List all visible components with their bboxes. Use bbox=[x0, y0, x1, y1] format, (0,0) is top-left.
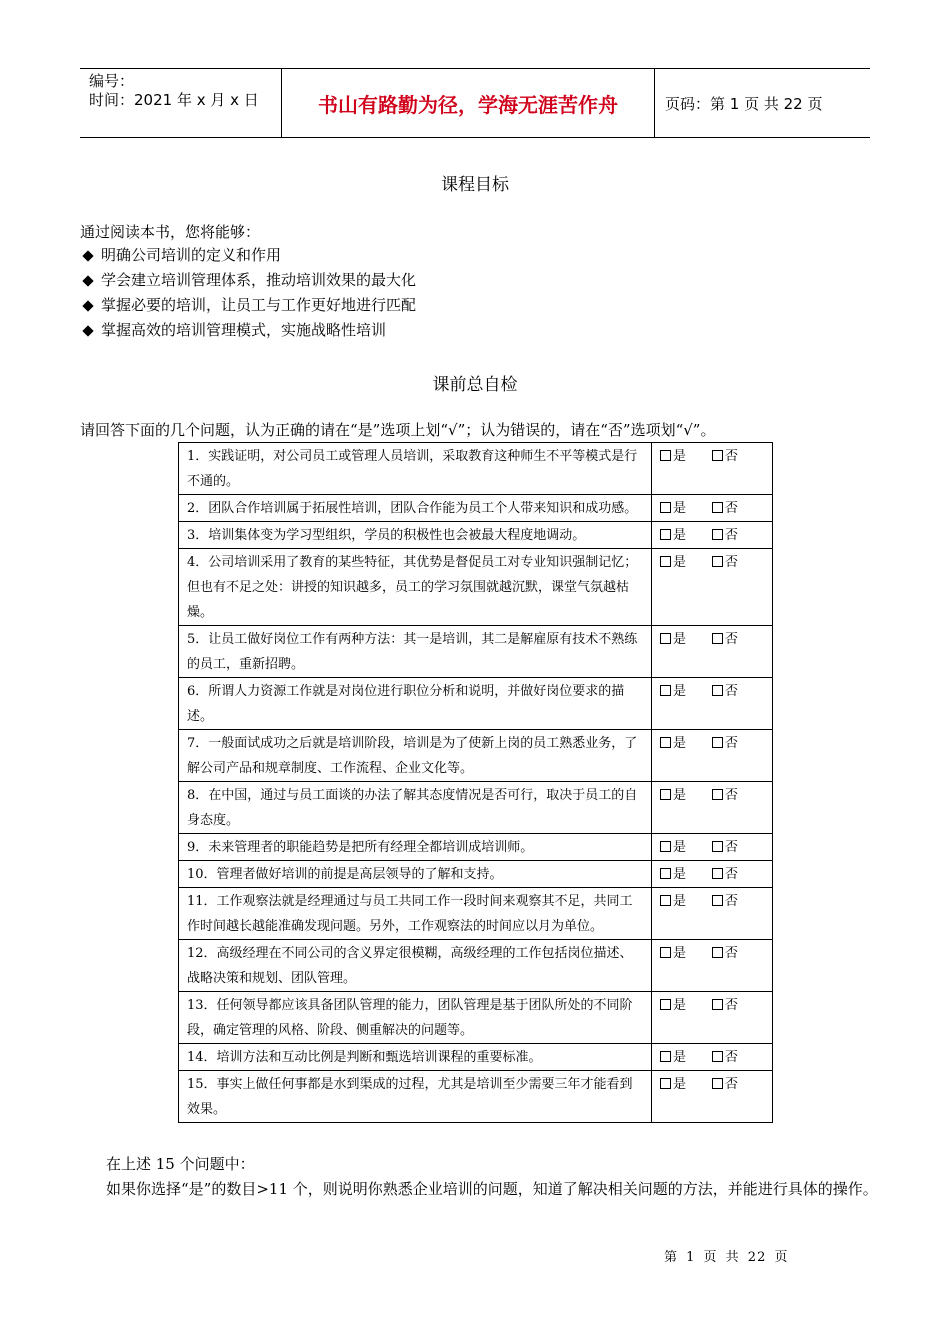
no-option[interactable] bbox=[712, 501, 738, 516]
list-item bbox=[80, 243, 416, 268]
question-text: 10．管理者做好培训的前提是高层领导的了解和支持。 bbox=[179, 861, 652, 888]
no-option[interactable] bbox=[712, 1077, 738, 1092]
course-goals-intro: 通过阅读本书，您将能够： bbox=[80, 223, 261, 241]
checkbox-icon[interactable] bbox=[660, 737, 671, 748]
yes-option[interactable] bbox=[660, 736, 686, 751]
yes-label: 是 bbox=[673, 736, 687, 751]
yes-label: 是 bbox=[673, 632, 687, 647]
checkbox-icon[interactable] bbox=[660, 868, 671, 879]
checkbox-icon[interactable] bbox=[660, 529, 671, 540]
yes-label: 是 bbox=[673, 1050, 687, 1065]
checkbox-icon[interactable] bbox=[712, 737, 723, 748]
list-item bbox=[80, 293, 416, 318]
self-check-instruction: 请回答下面的几个问题，认为正确的请在“是”选项上划“√”；认为错误的，请在“否”选项划“√”。 bbox=[80, 421, 716, 439]
checkbox-icon[interactable] bbox=[660, 1078, 671, 1089]
checkbox-icon[interactable] bbox=[712, 789, 723, 800]
yes-option[interactable] bbox=[660, 528, 686, 543]
no-option[interactable] bbox=[712, 449, 738, 464]
question-text: 13．任何领导都应该具备团队管理的能力，团队管理是基于团队所处的不同阶段，确定管理的风格、阶段、侧重解决的问题等。 bbox=[179, 992, 652, 1044]
checkbox-icon[interactable] bbox=[660, 947, 671, 958]
no-label: 否 bbox=[725, 632, 739, 647]
table-row bbox=[179, 834, 773, 861]
page-number: 第 1 页 共 22 页 bbox=[664, 1250, 789, 1265]
yes-label: 是 bbox=[673, 449, 687, 464]
checkbox-icon[interactable] bbox=[660, 685, 671, 696]
question-text: 3．培训集体变为学习型组织，学员的积极性也会被最大程度地调动。 bbox=[179, 522, 652, 549]
list-item bbox=[80, 318, 416, 343]
no-option[interactable] bbox=[712, 998, 738, 1013]
diamond-bullet-icon bbox=[82, 325, 93, 336]
answer-options bbox=[652, 992, 773, 1044]
no-option[interactable] bbox=[712, 1050, 738, 1065]
goal-text: 明确公司培训的定义和作用 bbox=[101, 246, 282, 264]
table-row bbox=[179, 1071, 773, 1123]
no-label: 否 bbox=[725, 998, 739, 1013]
answer-options bbox=[652, 678, 773, 730]
checkbox-icon[interactable] bbox=[712, 868, 723, 879]
yes-label: 是 bbox=[673, 501, 687, 516]
question-text: 6．所谓人力资源工作就是对岗位进行职位分析和说明，并做好岗位要求的描述。 bbox=[179, 678, 652, 730]
yes-option[interactable] bbox=[660, 1050, 686, 1065]
checkbox-icon[interactable] bbox=[660, 895, 671, 906]
yes-label: 是 bbox=[673, 840, 687, 855]
question-text: 9．未来管理者的职能趋势是把所有经理全都培训成培训师。 bbox=[179, 834, 652, 861]
no-label: 否 bbox=[725, 1077, 739, 1092]
checkbox-icon[interactable] bbox=[660, 1051, 671, 1062]
yes-option[interactable] bbox=[660, 840, 686, 855]
yes-label: 是 bbox=[673, 528, 687, 543]
answer-options bbox=[652, 861, 773, 888]
header-meta bbox=[80, 69, 282, 137]
yes-option[interactable] bbox=[660, 632, 686, 647]
answer-options bbox=[652, 888, 773, 940]
goal-text: 掌握必要的培训，让员工与工作更好地进行匹配 bbox=[101, 296, 417, 314]
yes-label: 是 bbox=[673, 894, 687, 909]
no-label: 否 bbox=[725, 840, 739, 855]
answer-options bbox=[652, 730, 773, 782]
answer-options bbox=[652, 443, 773, 495]
table-row bbox=[179, 861, 773, 888]
checkbox-icon[interactable] bbox=[712, 999, 723, 1010]
question-text: 2．团队合作培训属于拓展性培训，团队合作能为员工个人带来知识和成功感。 bbox=[179, 495, 652, 522]
checkbox-icon[interactable] bbox=[712, 841, 723, 852]
checkbox-icon[interactable] bbox=[660, 789, 671, 800]
answer-options bbox=[652, 782, 773, 834]
no-option[interactable] bbox=[712, 840, 738, 855]
checkbox-icon[interactable] bbox=[712, 633, 723, 644]
diamond-bullet-icon bbox=[82, 300, 93, 311]
yes-label: 是 bbox=[673, 555, 687, 570]
no-option[interactable] bbox=[712, 736, 738, 751]
yes-option[interactable] bbox=[660, 684, 686, 699]
table-row bbox=[179, 940, 773, 992]
question-text: 4．公司培训采用了教育的某些特征，其优势是督促员工对专业知识强制记忆；但也有不足之处：讲授的知识越多，员工的学习氛围就越沉默，课堂气氛越枯燥。 bbox=[179, 549, 652, 626]
no-option[interactable] bbox=[712, 788, 738, 803]
conclusion-line-2: 如果你选择“是”的数目>11 个，则说明你熟悉企业培训的问题，知道了解决相关问题的方法，并能进行具体的操作。 bbox=[106, 1180, 878, 1198]
no-option[interactable] bbox=[712, 894, 738, 909]
question-text: 8．在中国，通过与员工面谈的办法了解其态度情况是否可行，取决于员工的自身态度。 bbox=[179, 782, 652, 834]
answer-options bbox=[652, 522, 773, 549]
no-label: 否 bbox=[725, 501, 739, 516]
header-page-label: 页码：第 1 页 共 22 页 bbox=[665, 94, 823, 113]
table-row bbox=[179, 626, 773, 678]
course-goals-title: 课程目标 bbox=[441, 175, 509, 195]
table-row bbox=[179, 678, 773, 730]
question-text: 7．一般面试成功之后就是培训阶段，培训是为了使新上岗的员工熟悉业务，了解公司产品和规章制度、工作流程、企业文化等。 bbox=[179, 730, 652, 782]
no-option[interactable] bbox=[712, 632, 738, 647]
yes-option[interactable] bbox=[660, 449, 686, 464]
checkbox-icon[interactable] bbox=[712, 947, 723, 958]
list-item bbox=[80, 268, 416, 293]
table-row bbox=[179, 443, 773, 495]
no-option[interactable] bbox=[712, 528, 738, 543]
no-label: 否 bbox=[725, 555, 739, 570]
no-option[interactable] bbox=[712, 555, 738, 570]
question-text: 12．高级经理在不同公司的含义界定很模糊，高级经理的工作包括岗位描述、战略决策和规划、团队管理。 bbox=[179, 940, 652, 992]
yes-label: 是 bbox=[673, 1077, 687, 1092]
table-row bbox=[179, 549, 773, 626]
conclusion-line-1: 在上述 15 个问题中： bbox=[106, 1155, 255, 1173]
yes-option[interactable] bbox=[660, 946, 686, 961]
answer-options bbox=[652, 1071, 773, 1123]
answer-options bbox=[652, 834, 773, 861]
question-text: 15．事实上做任何事都是水到渠成的过程，尤其是培训至少需要三年才能看到效果。 bbox=[179, 1071, 652, 1123]
no-label: 否 bbox=[725, 894, 739, 909]
self-check-title: 课前总自检 bbox=[432, 375, 518, 395]
yes-option[interactable] bbox=[660, 894, 686, 909]
no-option[interactable] bbox=[712, 867, 738, 882]
yes-option[interactable] bbox=[660, 501, 686, 516]
checkbox-icon[interactable] bbox=[712, 685, 723, 696]
table-row bbox=[179, 1044, 773, 1071]
no-label: 否 bbox=[725, 867, 739, 882]
header-motto: 书山有路勤为径，学海无涯苦作舟 bbox=[282, 69, 655, 137]
self-check-table bbox=[178, 442, 773, 1123]
yes-option[interactable] bbox=[660, 998, 686, 1013]
yes-label: 是 bbox=[673, 946, 687, 961]
checkbox-icon[interactable] bbox=[712, 1051, 723, 1062]
table-row bbox=[179, 730, 773, 782]
checkbox-icon[interactable] bbox=[712, 450, 723, 461]
yes-label: 是 bbox=[673, 684, 687, 699]
checkbox-icon[interactable] bbox=[712, 502, 723, 513]
checkbox-icon[interactable] bbox=[660, 450, 671, 461]
answer-options bbox=[652, 1044, 773, 1071]
yes-option[interactable] bbox=[660, 788, 686, 803]
no-label: 否 bbox=[725, 788, 739, 803]
goal-text: 掌握高效的培训管理模式，实施战略性培训 bbox=[101, 321, 387, 339]
yes-label: 是 bbox=[673, 788, 687, 803]
yes-label: 是 bbox=[673, 998, 687, 1013]
question-text: 5．让员工做好岗位工作有两种方法：其一是培训，其二是解雇原有技术不熟练的员工，重新招聘。 bbox=[179, 626, 652, 678]
question-text: 1．实践证明，对公司员工或管理人员培训，采取教育这种师生不平等模式是行不通的。 bbox=[179, 443, 652, 495]
checkbox-icon[interactable] bbox=[712, 1078, 723, 1089]
checkbox-icon[interactable] bbox=[660, 556, 671, 567]
yes-option[interactable] bbox=[660, 555, 686, 570]
checkbox-icon[interactable] bbox=[712, 895, 723, 906]
no-option[interactable] bbox=[712, 684, 738, 699]
answer-options bbox=[652, 940, 773, 992]
table-row bbox=[179, 495, 773, 522]
question-text: 11．工作观察法就是经理通过与员工共同工作一段时间来观察其不足，共同工作时间越长越能准确发现问题。另外，工作观察法的时间应以月为单位。 bbox=[179, 888, 652, 940]
answer-options bbox=[652, 549, 773, 626]
no-label: 否 bbox=[725, 1050, 739, 1065]
header-number-label: 编号： bbox=[89, 72, 135, 90]
checkbox-icon[interactable] bbox=[712, 529, 723, 540]
diamond-bullet-icon bbox=[82, 250, 93, 261]
goal-text: 学会建立培训管理体系，推动培训效果的最大化 bbox=[101, 271, 417, 289]
table-row bbox=[179, 888, 773, 940]
no-label: 否 bbox=[725, 528, 739, 543]
yes-label: 是 bbox=[673, 867, 687, 882]
table-row bbox=[179, 992, 773, 1044]
yes-option[interactable] bbox=[660, 1077, 686, 1092]
no-label: 否 bbox=[725, 684, 739, 699]
checkbox-icon[interactable] bbox=[660, 502, 671, 513]
checkbox-icon[interactable] bbox=[660, 633, 671, 644]
no-option[interactable] bbox=[712, 946, 738, 961]
table-row bbox=[179, 522, 773, 549]
checkbox-icon[interactable] bbox=[712, 556, 723, 567]
table-row bbox=[179, 782, 773, 834]
course-goals-list bbox=[80, 243, 416, 343]
answer-options bbox=[652, 626, 773, 678]
page-header bbox=[80, 68, 870, 138]
header-time-label: 时间：2021 年 x 月 x 日 bbox=[89, 91, 259, 109]
checkbox-icon[interactable] bbox=[660, 841, 671, 852]
no-label: 否 bbox=[725, 449, 739, 464]
no-label: 否 bbox=[725, 946, 739, 961]
yes-option[interactable] bbox=[660, 867, 686, 882]
question-text: 14．培训方法和互动比例是判断和甄选培训课程的重要标准。 bbox=[179, 1044, 652, 1071]
answer-options bbox=[652, 495, 773, 522]
no-label: 否 bbox=[725, 736, 739, 751]
checkbox-icon[interactable] bbox=[660, 999, 671, 1010]
diamond-bullet-icon bbox=[82, 275, 93, 286]
